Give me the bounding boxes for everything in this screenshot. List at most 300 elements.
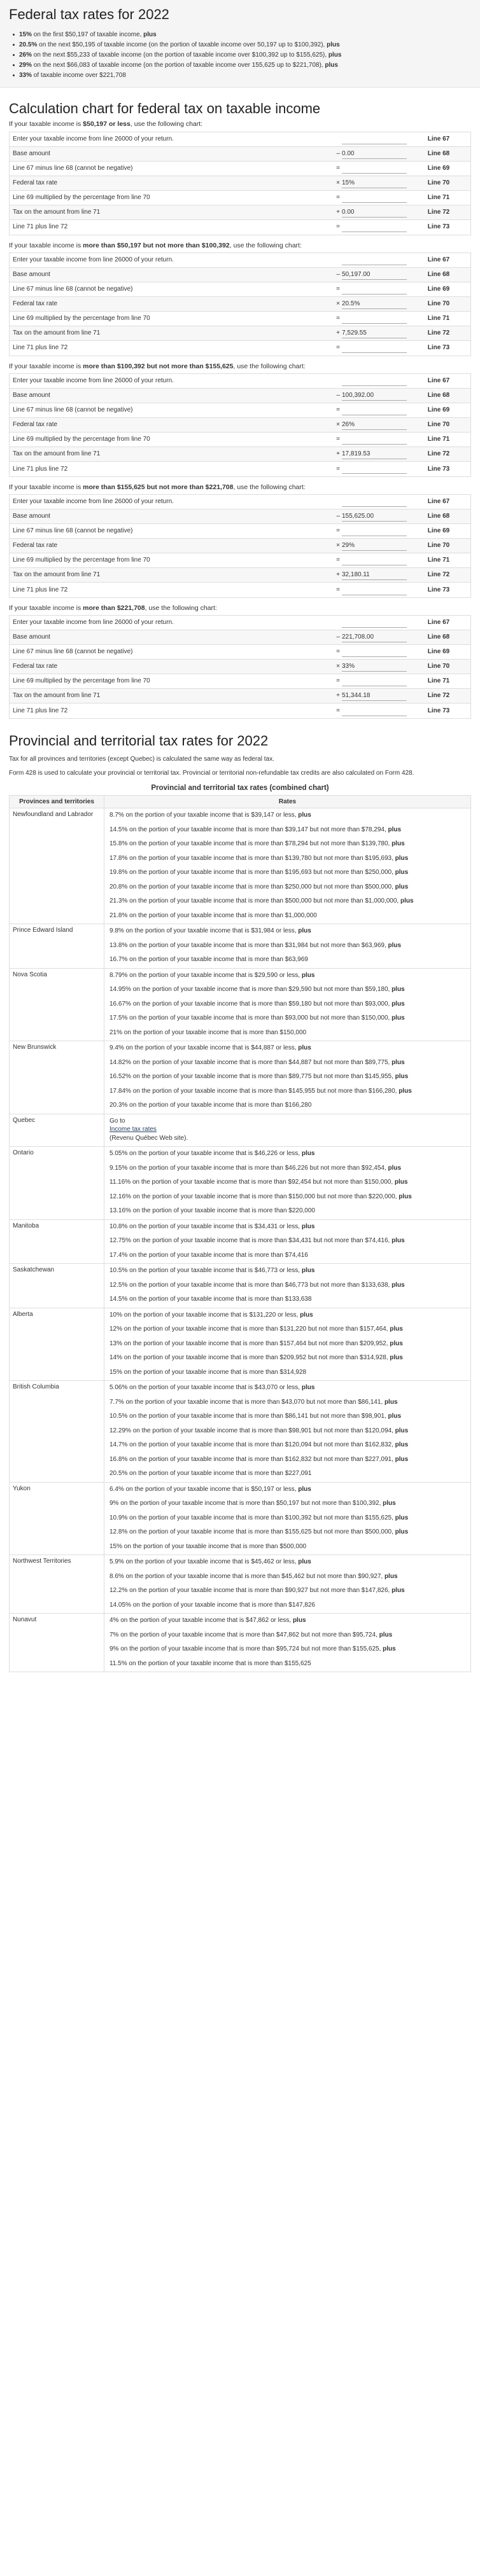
rate-line: 10.9% on the portion of your taxable income that is more than $100,392 but not more than $155,625, plus	[109, 1514, 409, 1521]
rate-plus: plus	[394, 1179, 408, 1186]
operator-symbol: =	[336, 164, 340, 172]
rate-plus: plus	[388, 826, 402, 833]
row-description: Line 71 plus line 72	[13, 465, 68, 473]
row-description: Line 71 plus line 72	[13, 344, 68, 352]
chart-row	[10, 389, 470, 403]
condition-range: $50,197 or less	[83, 120, 131, 128]
operator-symbol: ×	[336, 421, 340, 429]
province-row	[10, 1482, 471, 1555]
line-number: Line 67	[427, 377, 450, 385]
chart-row	[10, 147, 470, 162]
rate-plus: plus	[384, 1398, 398, 1406]
province-name: New Brunswick	[10, 1041, 104, 1114]
amount-field[interactable]: 221,708.00	[342, 632, 407, 642]
rate-line: 16.7% on the portion of your taxable income that is more than $63,969	[109, 956, 308, 964]
amount-field[interactable]: 29%	[342, 541, 407, 551]
rate-plus: plus	[388, 1164, 402, 1172]
operator-symbol: =	[336, 465, 340, 473]
rate-plus: plus	[292, 1617, 306, 1624]
amount-field[interactable]	[342, 706, 407, 716]
province-row	[10, 1614, 471, 1672]
rate-line: 21% on the portion of your taxable income that is more than $150,000	[109, 1028, 307, 1036]
income-tax-rates-link[interactable]: Income tax rates	[109, 1126, 157, 1133]
row-description: Line 69 multiplied by the percentage from line 70	[13, 677, 150, 685]
condition-text: , use the following chart:	[233, 362, 306, 370]
amount-field[interactable]	[342, 647, 407, 657]
amount-field[interactable]: 20.5%	[342, 299, 407, 309]
federal-rates-section	[0, 0, 480, 88]
rate-plus: plus	[300, 1311, 313, 1319]
amount-field[interactable]	[342, 618, 407, 628]
province-rates	[104, 1264, 471, 1308]
rate-plus: plus	[395, 854, 409, 862]
condition-text: If your taxable income is	[9, 483, 83, 491]
bracket-condition	[9, 362, 471, 371]
condition-text: If your taxable income is	[9, 120, 83, 128]
line-number: Line 71	[427, 193, 450, 201]
rate-line: 9.4% on the portion of your taxable income that is $44,887 or less, plus	[109, 1044, 311, 1052]
federal-rate-item	[19, 60, 471, 70]
chart-row	[10, 524, 470, 539]
rate-line: 13% on the portion of your taxable income that is more than $157,464 but not more than $209,952, plus	[109, 1340, 403, 1347]
line-number: Line 72	[427, 329, 450, 336]
condition-range: more than $50,197 but not more than $100,392	[83, 241, 230, 249]
amount-field[interactable]: 17,819.53	[342, 449, 407, 459]
rate-line: 9% on the portion of your taxable income that is more than $95,724 but not more than $155,625, plus	[109, 1645, 396, 1653]
rate-plus: plus	[301, 1267, 315, 1275]
rate-description: on the next $50,195 of taxable income (on the portion of taxable income over 50,197 up to $100,392),	[37, 41, 327, 48]
rate-line: 7% on the portion of your taxable income that is more than $47,862 but not more than $95,724, plus	[109, 1631, 393, 1638]
link-prefix: Go to	[109, 1117, 125, 1125]
row-description: Base amount	[13, 392, 50, 399]
rate-plus: plus	[384, 1572, 398, 1580]
province-name: Nunavut	[10, 1614, 104, 1672]
amount-field[interactable]	[342, 585, 407, 595]
rate-line: 17.5% on the portion of your taxable income that is more than $93,000 but not more than $150,000, plus	[109, 1014, 405, 1022]
province-row	[10, 1041, 471, 1114]
line-number: Line 70	[427, 421, 450, 429]
rate-line: 13.8% on the portion of your taxable income that is more than $31,984 but not more than $63,969, plus	[109, 941, 402, 949]
line-number: Line 70	[427, 179, 450, 186]
line-number: Line 69	[427, 164, 450, 172]
chart-row	[10, 268, 470, 282]
operator-symbol: ×	[336, 300, 340, 307]
amount-field[interactable]	[342, 284, 407, 294]
operator-symbol: –	[336, 513, 340, 520]
operator-symbol: +	[336, 208, 340, 216]
province-row	[10, 1264, 471, 1308]
bracket-condition	[9, 604, 471, 613]
amount-field[interactable]: 51,344.18	[342, 691, 407, 701]
row-description: Enter your taxable income from line 26000 of your return.	[13, 135, 174, 142]
rate-line: 20.5% on the portion of your taxable income that is more than $227,091	[109, 1470, 312, 1478]
rate-plus: plus	[395, 1528, 409, 1536]
rate-line: 5.06% on the portion of your taxable income that is $43,070 or less, plus	[109, 1384, 315, 1392]
condition-range: more than $100,392 but not more than $155,625	[83, 362, 234, 370]
row-description: Line 69 multiplied by the percentage from line 70	[13, 436, 150, 443]
chart-row	[10, 162, 470, 176]
amount-field[interactable]: 26%	[342, 420, 407, 430]
rate-line: 16.52% on the portion of your taxable income that is more than $89,775 but not more than $145,955, plus	[109, 1073, 409, 1081]
rate-line: 21.3% on the portion of your taxable income that is more than $500,000 but not more than $1,000,000, plus	[109, 897, 414, 905]
rate-line: 12.2% on the portion of your taxable income that is more than $90,927 but not more than $147,826, plus	[109, 1587, 405, 1595]
rate-plus: plus	[301, 1222, 315, 1230]
rate-line: 21.8% on the portion of your taxable income that is more than $1,000,000	[109, 911, 317, 919]
rate-line: 19.8% on the portion of your taxable income that is more than $195,693 but not more than $250,000, plus	[109, 869, 409, 876]
row-description: Enter your taxable income from line 26000 of your return.	[13, 498, 174, 506]
rate-description: on the next $55,233 of taxable income (on the portion of taxable income over $100,392 up to $155,625),	[32, 51, 328, 59]
line-number: Line 70	[427, 300, 450, 307]
rate-line: 4% on the portion of your taxable income that is $47,862 or less, plus	[109, 1617, 306, 1624]
amount-field[interactable]	[342, 464, 407, 474]
calculation-chart	[9, 615, 471, 719]
federal-rate-item	[19, 50, 471, 60]
rate-plus: plus	[383, 1645, 396, 1653]
rate-line: 12.16% on the portion of your taxable income that is more than $150,000 but not more than $220,000, plus	[109, 1193, 412, 1200]
line-number: Line 67	[427, 135, 450, 142]
calculation-chart	[9, 253, 471, 356]
rate-plus: plus	[395, 1455, 409, 1463]
rate-line: 14.5% on the portion of your taxable income that is more than $39,147 but not more than $78,294, plus	[109, 826, 402, 833]
province-row	[10, 968, 471, 1041]
rate-plus: plus	[392, 840, 405, 848]
rate-plus: plus	[301, 1384, 315, 1392]
provincial-rates-table	[9, 795, 471, 1672]
row-description: Federal tax rate	[13, 421, 58, 429]
calculation-charts	[9, 120, 471, 719]
rate-line: 15% on the portion of your taxable income that is more than $500,000	[109, 1542, 307, 1550]
rate-plus: plus	[301, 1150, 315, 1158]
rate-line: 12.8% on the portion of your taxable income that is more than $155,625 but not more than $500,000, plus	[109, 1528, 409, 1536]
rate-plus: plus	[395, 1073, 409, 1081]
row-description: Base amount	[13, 634, 50, 641]
chart-row	[10, 403, 470, 418]
rate-line: 7.7% on the portion of your taxable income that is more than $43,070 but not more than $86,141, plus	[109, 1398, 398, 1406]
rate-line: 17.4% on the portion of your taxable income that is more than $74,416	[109, 1251, 308, 1259]
row-description: Line 69 multiplied by the percentage from line 70	[13, 314, 150, 322]
amount-field[interactable]: 155,625.00	[342, 511, 407, 522]
province-name: Northwest Territories	[10, 1555, 104, 1614]
rate-line: 10.5% on the portion of your taxable income that is $46,773 or less, plus	[109, 1267, 315, 1275]
amount-field[interactable]: 50,197.00	[342, 270, 407, 280]
calculation-chart	[9, 494, 471, 598]
amount-field[interactable]: 15%	[342, 178, 407, 188]
amount-field[interactable]	[342, 526, 407, 536]
rate-plus: plus	[392, 1587, 405, 1595]
rate-plus: plus	[390, 1340, 403, 1347]
rate-plus: plus	[390, 1354, 403, 1362]
line-number: Line 67	[427, 256, 450, 263]
rate-line: 8.6% on the portion of your taxable income that is more than $45,462 but not more than $90,927, plus	[109, 1572, 398, 1580]
rate-plus: plus	[395, 1441, 409, 1449]
amount-field[interactable]: 33%	[342, 661, 407, 672]
rate-percent: 15%	[19, 31, 32, 38]
rate-line: 20.8% on the portion of your taxable income that is more than $250,000 but not more than $500,000, plus	[109, 883, 409, 890]
condition-text: , use the following chart:	[229, 241, 302, 249]
condition-text: , use the following chart:	[130, 120, 203, 128]
amount-field[interactable]	[342, 497, 407, 507]
rate-plus: plus	[298, 812, 311, 819]
operator-symbol: =	[336, 344, 340, 352]
amount-field[interactable]	[342, 376, 407, 386]
rate-plus: plus	[390, 1326, 403, 1333]
chart-row	[10, 509, 470, 524]
line-number: Line 73	[427, 344, 450, 352]
chart-row	[10, 205, 470, 220]
province-row	[10, 1308, 471, 1381]
rate-plus: plus	[388, 1413, 402, 1420]
amount-field[interactable]: 0.00	[342, 149, 407, 159]
province-rates	[104, 924, 471, 969]
operator-symbol: =	[336, 223, 340, 231]
provincial-intro: Tax for all provinces and territories (except Quebec) is calculated the same way as federal tax.	[9, 755, 274, 763]
operator-symbol: +	[336, 571, 340, 579]
province-row	[10, 808, 471, 924]
bracket-condition	[9, 120, 471, 128]
amount-field[interactable]	[342, 222, 407, 232]
chart-row	[10, 191, 470, 205]
operator-symbol: =	[336, 557, 340, 564]
chart-row	[10, 297, 470, 312]
rate-plus: plus	[298, 927, 311, 935]
operator-symbol: =	[336, 285, 340, 293]
row-description: Line 71 plus line 72	[13, 223, 68, 231]
link-suffix: (Revenu Québec Web site).	[109, 1134, 188, 1142]
condition-text: If your taxable income is	[9, 604, 83, 613]
line-number: Line 69	[427, 285, 450, 293]
rate-line: 9.8% on the portion of your taxable income that is $31,984 or less, plus	[109, 927, 311, 935]
rate-line: 17.8% on the portion of your taxable income that is more than $139,780 but not more than $195,693, plus	[109, 854, 409, 862]
operator-symbol: –	[336, 270, 340, 278]
chart-row	[10, 176, 470, 191]
rate-plus: plus	[399, 1087, 412, 1095]
line-number: Line 69	[427, 648, 450, 656]
amount-field[interactable]: 7,529.55	[342, 328, 407, 338]
line-number: Line 68	[427, 270, 450, 278]
rate-plus: plus	[298, 1044, 311, 1052]
rate-plus: plus	[395, 1427, 409, 1434]
amount-field[interactable]: 32,180.11	[342, 570, 407, 580]
rate-plus: plus	[301, 971, 315, 979]
line-number: Line 71	[427, 557, 450, 564]
operator-symbol: =	[336, 677, 340, 685]
line-number: Line 67	[427, 619, 450, 627]
amount-field[interactable]	[342, 314, 407, 324]
rate-plus: plus	[392, 986, 405, 994]
rate-percent: 29%	[19, 61, 32, 69]
rate-plus: plus	[395, 1514, 409, 1521]
rate-line: 5.05% on the portion of your taxable income that is $46,226 or less, plus	[109, 1150, 315, 1158]
rate-percent: 33%	[19, 71, 32, 79]
operator-symbol: +	[336, 450, 340, 458]
line-number: Line 68	[427, 513, 450, 520]
calculation-chart	[9, 132, 471, 235]
rate-plus: plus	[392, 1281, 405, 1289]
federal-rates-title: Federal tax rates for 2022	[9, 6, 169, 22]
rate-plus: plus	[400, 897, 414, 905]
chart-row	[10, 282, 470, 297]
province-name: Saskatchewan	[10, 1264, 104, 1308]
amount-field[interactable]	[342, 676, 407, 686]
federal-rate-item	[19, 40, 471, 50]
bracket-condition	[9, 241, 471, 250]
operator-symbol: ×	[336, 663, 340, 670]
province-rates	[104, 1219, 471, 1264]
table-caption: Provincial and territorial tax rates (combined chart)	[151, 784, 329, 792]
province-rates	[104, 1308, 471, 1381]
chart-row	[10, 312, 470, 326]
rate-plus: plus	[383, 1500, 396, 1507]
row-description: Line 67 minus line 68 (cannot be negative)	[13, 164, 133, 172]
province-name: Yukon	[10, 1482, 104, 1555]
chart-row	[10, 689, 470, 703]
line-number: Line 67	[427, 498, 450, 506]
rate-description: on the first $50,197 of taxable income,	[32, 31, 144, 38]
rate-plus: plus	[327, 41, 340, 48]
operator-symbol: ×	[336, 179, 340, 186]
rate-plus: plus	[392, 1058, 405, 1066]
row-description: Base amount	[13, 270, 50, 278]
line-number: Line 68	[427, 634, 450, 641]
amount-field[interactable]: 100,392.00	[342, 391, 407, 401]
operator-symbol: =	[336, 586, 340, 593]
operator-symbol: =	[336, 527, 340, 535]
federal-rates-list	[9, 30, 471, 80]
line-number: Line 68	[427, 392, 450, 399]
province-rates	[104, 1114, 471, 1147]
condition-text: If your taxable income is	[9, 241, 83, 249]
row-description: Tax on the amount from line 71	[13, 208, 101, 216]
rate-line: 14.05% on the portion of your taxable income that is more than $147,826	[109, 1601, 315, 1609]
rate-description: on the next $66,083 of taxable income (on the portion of taxable income over 155,625 up to $221,708),	[32, 61, 325, 69]
row-description: Federal tax rate	[13, 179, 58, 186]
chart-row	[10, 660, 470, 674]
condition-range: more than $155,625 but not more than $221,708	[83, 483, 234, 491]
line-number: Line 72	[427, 208, 450, 216]
chart-row	[10, 132, 470, 147]
row-description: Line 67 minus line 68 (cannot be negative)	[13, 285, 133, 293]
operator-symbol: +	[336, 692, 340, 700]
province-rates	[104, 1041, 471, 1114]
rate-line: 12.29% on the portion of your taxable income that is more than $98,901 but not more than $120,094, plus	[109, 1427, 409, 1434]
rate-line: 17.84% on the portion of your taxable income that is more than $145,955 but not more than $166,280, plus	[109, 1087, 412, 1095]
rate-description: of taxable income over $221,708	[32, 71, 126, 79]
amount-field[interactable]	[342, 405, 407, 415]
calculation-section	[0, 99, 480, 719]
rate-plus: plus	[143, 31, 157, 38]
chart-row	[10, 462, 470, 476]
rate-percent: 20.5%	[19, 41, 38, 48]
row-description: Line 69 multiplied by the percentage from line 70	[13, 557, 150, 564]
amount-field[interactable]	[342, 134, 407, 144]
province-row	[10, 1114, 471, 1147]
row-description: Line 67 minus line 68 (cannot be negative)	[13, 527, 133, 535]
rate-plus: plus	[399, 1193, 412, 1200]
line-number: Line 69	[427, 527, 450, 535]
rate-line	[109, 1117, 467, 1143]
operator-symbol: =	[336, 406, 340, 414]
row-description: Tax on the amount from line 71	[13, 692, 101, 700]
chart-row	[10, 253, 470, 268]
line-number: Line 73	[427, 223, 450, 231]
rate-plus: plus	[325, 61, 338, 69]
province-row	[10, 1555, 471, 1614]
provincial-form-note: Form 428 is used to calculate your provincial or territorial tax. Provincial or territorial non-refundable tax credits are also calculated on Form 428.	[9, 770, 414, 777]
rate-line: 6.4% on the portion of your taxable income that is $50,197 or less, plus	[109, 1485, 311, 1493]
province-rates	[104, 1614, 471, 1672]
amount-field[interactable]	[342, 555, 407, 565]
province-name: Prince Edward Island	[10, 924, 104, 969]
amount-field[interactable]: 0.00	[342, 207, 407, 218]
chart-row	[10, 568, 470, 583]
amount-field[interactable]	[342, 434, 407, 445]
column-header-rates: Rates	[104, 796, 471, 808]
amount-field[interactable]	[342, 343, 407, 353]
chart-row	[10, 341, 470, 356]
rate-line: 9.15% on the portion of your taxable income that is more than $46,226 but not more than $92,454, plus	[109, 1164, 402, 1172]
rate-line: 14.7% on the portion of your taxable income that is more than $120,094 but not more than $162,832, plus	[109, 1441, 409, 1449]
federal-rate-item	[19, 71, 471, 80]
province-rates	[104, 1555, 471, 1614]
rate-plus: plus	[392, 1000, 405, 1008]
row-description: Line 71 plus line 72	[13, 586, 68, 593]
rate-plus: plus	[298, 1485, 311, 1493]
province-name: British Columbia	[10, 1381, 104, 1483]
rate-line: 8.7% on the portion of your taxable income that is $39,147 or less, plus	[109, 812, 311, 819]
province-name: Quebec	[10, 1114, 104, 1147]
rate-line: 12.75% on the portion of your taxable income that is more than $34,431 but not more than $74,416, plus	[109, 1237, 405, 1245]
amount-field[interactable]	[342, 163, 407, 174]
condition-range: more than $221,708	[83, 604, 145, 613]
province-row	[10, 1219, 471, 1264]
province-name: Newfoundland and Labrador	[10, 808, 104, 924]
rate-line: 12.5% on the portion of your taxable income that is more than $46,773 but not more than $133,638, plus	[109, 1281, 405, 1289]
row-description: Tax on the amount from line 71	[13, 450, 101, 458]
operator-symbol: –	[336, 634, 340, 641]
province-rates	[104, 808, 471, 924]
line-number: Line 71	[427, 314, 450, 322]
row-description: Tax on the amount from line 71	[13, 571, 101, 579]
chart-row	[10, 433, 470, 447]
province-row	[10, 924, 471, 969]
province-rates	[104, 1147, 471, 1220]
rate-line: 9% on the portion of your taxable income that is more than $50,197 but not more than $100,392, plus	[109, 1500, 396, 1507]
line-number: Line 71	[427, 436, 450, 443]
rate-line: 12% on the portion of your taxable income that is more than $131,220 but not more than $157,464, plus	[109, 1326, 403, 1333]
column-header-provinces: Provinces and territories	[10, 796, 104, 808]
province-row	[10, 1147, 471, 1220]
rate-plus: plus	[392, 1237, 405, 1245]
chart-row	[10, 616, 470, 630]
rate-plus: plus	[379, 1631, 393, 1638]
rate-plus: plus	[395, 869, 409, 876]
amount-field[interactable]	[342, 255, 407, 265]
chart-row	[10, 539, 470, 553]
rate-line: 16.8% on the portion of your taxable income that is more than $162,832 but not more than $227,091, plus	[109, 1455, 409, 1463]
province-rates	[104, 1482, 471, 1555]
chart-row	[10, 583, 470, 597]
row-description: Federal tax rate	[13, 300, 58, 307]
operator-symbol: =	[336, 707, 340, 714]
row-description: Base amount	[13, 149, 50, 157]
amount-field[interactable]	[342, 193, 407, 203]
chart-row	[10, 326, 470, 341]
line-number: Line 72	[427, 450, 450, 458]
rate-line: 11.5% on the portion of your taxable income that is more than $155,625	[109, 1659, 311, 1667]
provincial-section	[0, 731, 480, 1672]
province-name: Manitoba	[10, 1219, 104, 1264]
row-description: Enter your taxable income from line 26000 of your return.	[13, 256, 174, 263]
